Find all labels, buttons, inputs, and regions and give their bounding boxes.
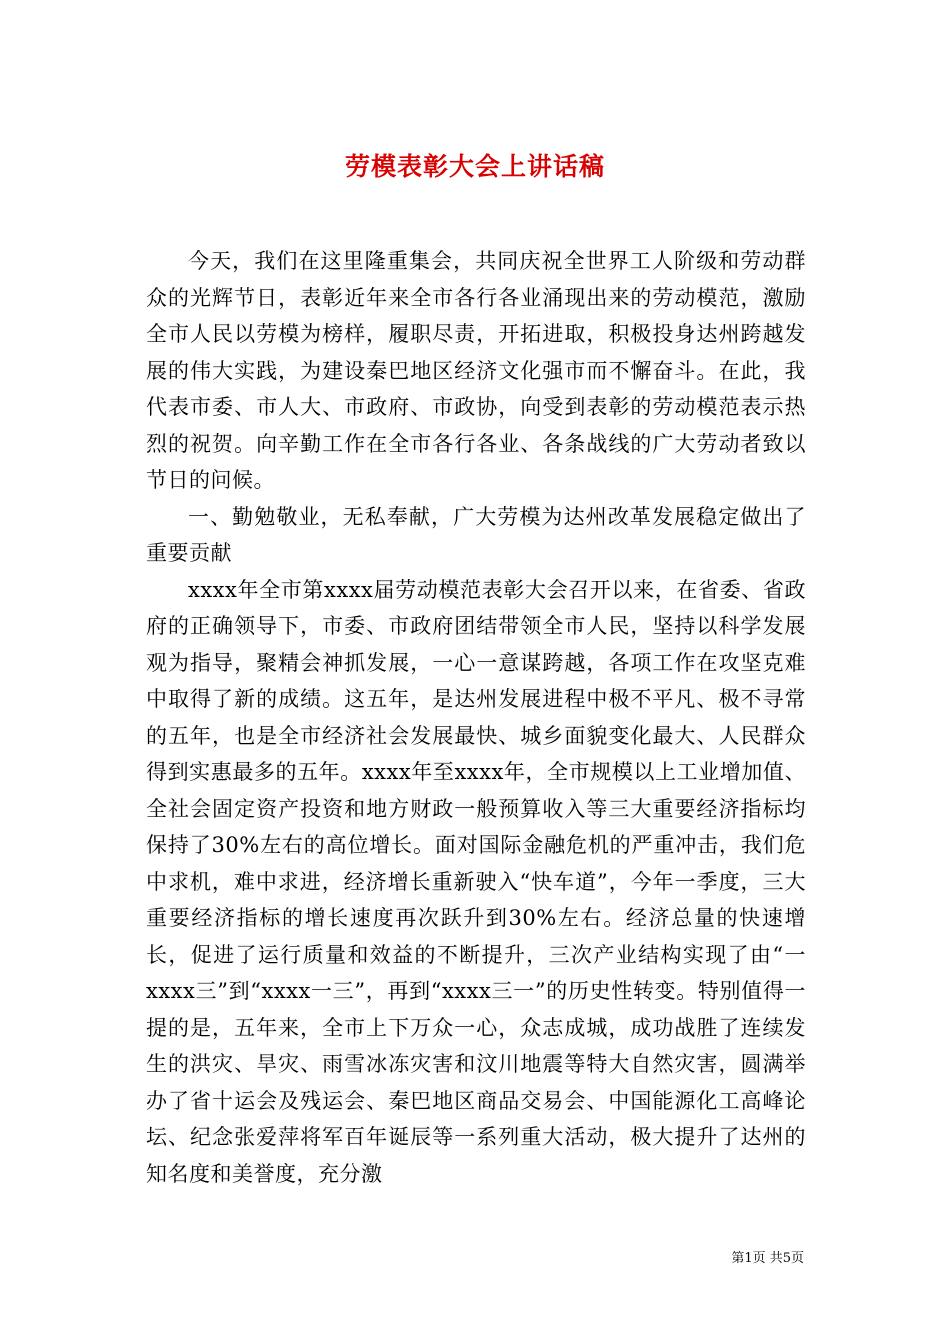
paragraph-intro: 今天，我们在这里隆重集会，共同庆祝全世界工人阶级和劳动群众的光辉节日，表彰近年来全市各行各业涌现出来的劳动模范，激励全市人民以劳模为榜样，履职尽责，开拓进取，积极投身达州跨越发展的伟大实践，为建设秦巴地区经济文化强市而不懈奋斗。在此，我代表市委、市人大、市政府、市政协，向受到表彰的劳动模范表示热烈的祝贺。向辛勤工作在全市各行各业、各条战线的广大劳动者致以节日的问候。 (146, 249, 806, 492)
document-body (146, 243, 806, 1192)
paragraph-achievements: xxxx年全市第xxxx届劳动模范表彰大会召开以来，在省委、省政府的正确领导下，市委、市政府团结带领全市人民，坚持以科学发展观为指导，聚精会神抓发展，一心一意谋跨越，各项工作在攻坚克难中取得了新的成绩。这五年，是达州发展进程中极不平凡、极不寻常的五年，也是全市经济社会发展最快、城乡面貌变化最大、人民群众得到实惠最多的五年。xxxx年至xxxx年，全市规模以上工业增加值、全社会固定资产投资和地方财政一般预算收入等三大重要经济指标均保持了30%左右的高位增长。面对国际金融危机的严重冲击，我们危中求机，难中求进，经济增长重新驶入“快车道”，今年一季度，三大重要经济指标的增长速度再次跃升到30%左右。经济总量的快速增长，促进了运行质量和效益的不断提升，三次产业结构实现了由“一xxxx三”到“xxxx一三”，再到“xxxx三一”的历史性转变。特别值得一提的是，五年来，全市上下万众一心，众志成城，成功战胜了连续发生的洪灾、旱灾、雨雪冰冻灾害和汶川地震等特大自然灾害，圆满举办了省十运会及残运会、秦巴地区商品交易会、中国能源化工高峰论坛、纪念张爱萍将军百年诞辰等一系列重大活动，极大提升了达州的知名度和美誉度，充分激 (146, 577, 806, 1186)
document-title: 劳模表彰大会上讲话稿 (344, 151, 605, 181)
paragraph-section-heading: 一、勤勉敬业，无私奉献，广大劳模为达州改革发展稳定做出了重要贡献 (146, 504, 806, 565)
page-number: 第1页 共5页 (731, 1251, 804, 1266)
